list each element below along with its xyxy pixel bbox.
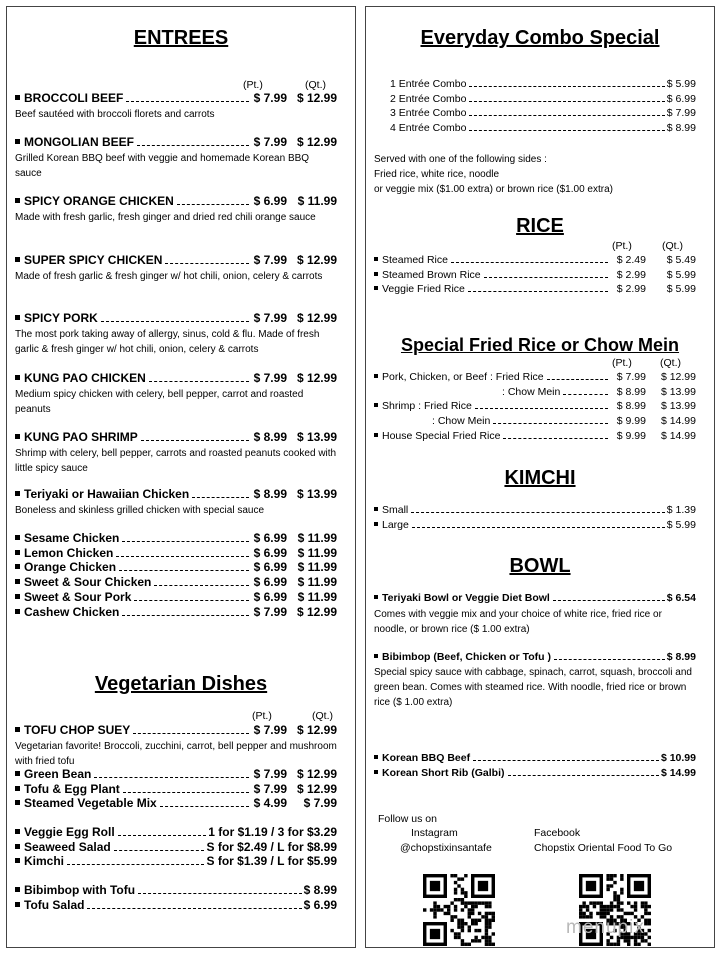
item-price-qt: $ 11.99: [297, 560, 337, 575]
menu-item: [374, 415, 696, 427]
item-name: Orange Chicken: [24, 560, 117, 575]
special-qt-header: (Qt.): [660, 357, 681, 369]
menu-item: [15, 487, 337, 501]
item-name: Green Bean: [24, 767, 92, 781]
instagram-qr-code: [423, 874, 495, 946]
menu-item: [15, 371, 337, 385]
item-price-qt: $ 12.99: [296, 311, 337, 325]
item-description: Made with fresh garlic, fresh ginger and dried red chili orange sauce: [15, 212, 316, 223]
item-name: Teriyaki Bowl or Veggie Diet Bowl: [382, 592, 550, 604]
item-price-price: $ 10.99: [660, 752, 696, 764]
menu-item: [374, 767, 696, 779]
menu-item: [15, 194, 337, 208]
item-name: Sweet & Sour Pork: [24, 589, 132, 604]
item-price-qt: $ 13.99: [296, 430, 337, 444]
item-name: KUNG PAO SHRIMP: [24, 430, 138, 444]
item-name: Steamed Brown Rice: [382, 268, 481, 281]
item-name: Large: [382, 519, 409, 531]
item-price-qt: $ 13.99: [296, 487, 337, 501]
item-price-qt: $ 11.99: [297, 589, 337, 604]
menu-item: [15, 311, 337, 325]
item-price-qt: $ 5.99: [666, 283, 696, 296]
menu-item: [374, 283, 696, 295]
menu-item: [15, 840, 337, 854]
item-name: 4 Entrée Combo: [390, 122, 467, 135]
item-price-qt: $ 11.99: [297, 545, 337, 560]
item-price-price: $ 6.99: [666, 92, 696, 105]
item-price-price: $ 8.99: [666, 651, 696, 663]
menu-item: [15, 430, 337, 444]
item-price-pt: $ 7.99: [253, 371, 287, 385]
item-price-pt: $ 7.99: [253, 135, 287, 149]
item-name: Sweet & Sour Chicken: [24, 575, 152, 590]
instagram-handle[interactable]: @chopstixinsantafe: [400, 842, 492, 854]
menu-item: [374, 254, 696, 266]
item-price-pt: $ 9.99: [616, 415, 646, 428]
entrees-title: ENTREES: [133, 27, 229, 49]
menu-item: [374, 386, 696, 398]
item-description: Boneless and skinless grilled chicken with special sauce: [15, 505, 265, 516]
menu-item: [15, 590, 337, 604]
item-name: Bibimbop (Beef, Chicken or Tofu ): [382, 651, 551, 663]
item-name: 1 Entrée Combo: [390, 78, 467, 90]
menu-item: [374, 430, 696, 442]
menu-item: [15, 253, 337, 267]
item-name: Cashew Chicken: [24, 604, 120, 619]
special-title: Special Fried Rice or Chow Mein: [400, 335, 680, 355]
rice-qt-header: (Qt.): [662, 240, 683, 252]
menu-item: [374, 519, 696, 531]
item-price-pt: $ 8.99: [253, 430, 287, 444]
item-name: Tofu & Egg Plant: [24, 781, 120, 796]
item-name: Small: [382, 504, 409, 516]
menu-item: [15, 560, 337, 574]
item-price-price: $ 8.99: [666, 122, 696, 135]
item-price-qt: $ 12.99: [296, 91, 337, 105]
item-name: Tofu Salad: [24, 898, 85, 912]
item-price-qt: $ 14.99: [660, 429, 696, 442]
item-price-pt: $ 7.99: [253, 781, 287, 796]
item-price-qt: $ 11.99: [297, 575, 337, 590]
instagram-label: Instagram: [411, 827, 458, 839]
item-name: Korean BBQ Beef: [382, 752, 471, 764]
item-name: Steamed Vegetable Mix: [24, 796, 157, 811]
item-price-price: $ 6.54: [666, 592, 696, 604]
item-name: SUPER SPICY CHICKEN: [24, 253, 163, 267]
item-name: Korean Short Rib (Galbi): [382, 767, 505, 779]
combo-note-1: Served with one of the following sides :: [374, 154, 547, 165]
item-name: SPICY ORANGE CHICKEN: [24, 194, 174, 208]
item-price-price: S for $1.39 / L for $5.99: [206, 854, 337, 869]
item-name: Sesame Chicken: [24, 531, 120, 545]
item-price-qt: $ 14.99: [660, 415, 696, 428]
item-price-pt: $ 8.99: [616, 385, 646, 398]
menu-item: [374, 592, 696, 604]
item-price-price: S for $2.49 / L for $8.99: [206, 839, 337, 854]
item-price-pt: $ 7.99: [253, 604, 287, 619]
item-price-qt: $ 13.99: [660, 400, 696, 413]
menu-item: [374, 752, 696, 764]
pt-header: (Pt.): [243, 79, 263, 91]
item-price-pt: $ 6.99: [253, 545, 287, 560]
menu-item: [15, 135, 337, 149]
item-name: : Chow Mein: [432, 415, 491, 428]
left-menu-panel: [6, 6, 356, 948]
item-name: Seaweed Salad: [24, 839, 111, 854]
vegetarian-title: Vegetarian Dishes: [94, 673, 268, 695]
item-price-pt: $ 2.49: [616, 254, 646, 266]
item-description: Made of fresh garlic & fresh ginger w/ hot chili, onion, celery & carrots: [15, 271, 323, 282]
item-price-pt: $ 8.99: [253, 487, 287, 501]
item-name: Veggie Egg Roll: [24, 825, 115, 839]
menu-item: [374, 107, 696, 119]
item-name: 2 Entrée Combo: [390, 92, 467, 105]
item-price-price: $ 5.99: [666, 78, 696, 90]
qt-header: (Qt.): [305, 79, 326, 91]
item-price-qt: $ 12.99: [296, 253, 337, 267]
menu-item: [15, 854, 337, 868]
menu-item: [15, 883, 337, 897]
item-price-pt: $ 2.99: [616, 268, 646, 281]
item-price-qt: $ 7.99: [303, 796, 337, 811]
kimchi-title: KIMCHI: [504, 467, 576, 489]
item-price-pt: $ 7.99: [253, 253, 287, 267]
item-price-pt: $ 6.99: [253, 194, 287, 208]
menu-item: [15, 546, 337, 560]
menu-item: [15, 767, 337, 781]
menu-item: [374, 371, 696, 383]
item-price-qt: $ 11.99: [297, 194, 337, 208]
item-price-price: $ 14.99: [660, 767, 696, 779]
item-price-price: $ 8.99: [303, 883, 337, 897]
combo-note-3: or veggie mix ($1.00 extra) or brown rice ($1.00 extra): [374, 184, 613, 195]
item-price-qt: $ 12.99: [296, 767, 337, 781]
menu-item: [15, 825, 337, 839]
item-price-qt: $ 5.99: [666, 268, 696, 281]
watermark: menupix: [566, 917, 645, 938]
item-name: Bibimbop with Tofu: [24, 883, 136, 897]
item-price-pt: $ 6.99: [253, 531, 287, 545]
item-price-qt: $ 12.99: [296, 723, 337, 737]
menu-item: [15, 605, 337, 619]
item-price-price: $ 1.39: [666, 504, 696, 516]
menu-item: [15, 531, 337, 545]
item-price-qt: $ 12.99: [296, 135, 337, 149]
item-name: Teriyaki or Hawaiian Chicken: [24, 487, 190, 501]
item-description: Medium spicy chicken with celery, bell pepper, carrot and roasted peanuts: [15, 389, 304, 415]
menu-item: [374, 122, 696, 134]
item-price-pt: $ 7.99: [253, 311, 287, 325]
menu-item: [15, 898, 337, 912]
item-price-qt: $ 12.99: [660, 371, 696, 383]
item-name: BROCCOLI BEEF: [24, 91, 124, 105]
menu-item: [374, 78, 696, 90]
item-price-pt: $ 6.99: [253, 560, 287, 575]
item-price-pt: $ 7.99: [253, 91, 287, 105]
item-name: House Special Fried Rice: [382, 429, 501, 442]
item-price-qt: $ 12.99: [296, 371, 337, 385]
item-price-pt: $ 6.99: [253, 575, 287, 590]
item-price-qt: $ 12.99: [296, 781, 337, 796]
menu-item: [374, 400, 696, 412]
follow-text: Follow us on: [378, 813, 437, 825]
menu-item: [15, 796, 337, 810]
item-name: KUNG PAO CHICKEN: [24, 371, 146, 385]
facebook-handle[interactable]: Chopstix Oriental Food To Go: [534, 842, 673, 854]
item-price-price: $ 5.99: [666, 519, 696, 531]
item-description: Comes with veggie mix and your choice of white rice, fried rice or noodle, or brown rice ($ 1.00 extra): [374, 609, 662, 635]
item-price-pt: $ 6.99: [253, 589, 287, 604]
menu-item: [15, 575, 337, 589]
menu-item: [374, 93, 696, 105]
item-name: MONGOLIAN BEEF: [24, 135, 134, 149]
item-description: Grilled Korean BBQ beef with veggie and homemade Korean BBQ sauce: [15, 153, 310, 179]
item-price-pt: $ 2.99: [616, 283, 646, 296]
bowl-title: BOWL: [509, 555, 571, 577]
item-description: Beef sautéed with broccoli florets and carrots: [15, 109, 215, 120]
combo-note-2: Fried rice, white rice, noodle: [374, 169, 500, 180]
item-name: Shrimp : Fried Rice: [382, 400, 472, 413]
combo-title: Everyday Combo Special: [420, 27, 660, 49]
item-price-price: $ 7.99: [666, 107, 696, 120]
veg-pt-header: (Pt.): [252, 710, 272, 722]
item-price-pt: $ 4.99: [253, 796, 287, 811]
item-name: : Chow Mein: [502, 385, 561, 398]
veg-qt-header: (Qt.): [312, 710, 333, 722]
item-price-qt: $ 5.49: [666, 254, 696, 266]
item-price-qt: $ 12.99: [296, 604, 337, 619]
rice-pt-header: (Pt.): [612, 240, 632, 252]
item-name: Steamed Rice: [382, 254, 448, 266]
item-price-price: 1 for $1.19 / 3 for $3.29: [208, 825, 337, 839]
item-price-price: $ 6.99: [303, 898, 337, 912]
item-description: Vegetarian favorite! Broccoli, zucchini, carrot, bell pepper and mushroom with fried tofu: [15, 741, 337, 767]
item-name: Pork, Chicken, or Beef : Fried Rice: [382, 371, 544, 383]
right-menu-panel: [365, 6, 715, 948]
item-price-qt: $ 11.99: [297, 531, 337, 545]
item-price-pt: $ 7.99: [253, 767, 287, 781]
item-name: TOFU CHOP SUEY: [24, 723, 131, 737]
menu-item: [15, 782, 337, 796]
item-name: Lemon Chicken: [24, 545, 114, 560]
item-price-pt: $ 7.99: [253, 723, 287, 737]
rice-title: RICE: [516, 215, 564, 237]
facebook-label: Facebook: [534, 827, 581, 839]
item-description: The most pork taking away of allergy, sinus, cold & flu. Made of fresh garlic & fresh ginger w/ hot chili, onion, celery & carrots: [15, 329, 320, 355]
item-price-pt: $ 7.99: [616, 371, 646, 383]
menu-item: [374, 269, 696, 281]
item-name: SPICY PORK: [24, 311, 98, 325]
menu-item: [374, 651, 696, 663]
item-name: Kimchi: [24, 854, 65, 869]
menu-item: [374, 504, 696, 516]
special-pt-header: (Pt.): [612, 357, 632, 369]
item-description: Special spicy sauce with cabbage, spinach, carrot, squash, broccoli and green bean. Comes with steamed rice. With noodle, fried rice or brown rice ($ 1.00 extra): [374, 667, 692, 708]
menu-item: [15, 723, 337, 737]
item-name: 3 Entrée Combo: [390, 107, 467, 120]
menu-item: [15, 91, 337, 105]
item-price-pt: $ 9.99: [616, 429, 646, 442]
item-price-qt: $ 13.99: [660, 385, 696, 398]
item-description: Shrimp with celery, bell pepper, carrots and roasted peanuts cooked with little spicy sauce: [15, 448, 337, 474]
item-price-pt: $ 8.99: [616, 400, 646, 413]
item-name: Veggie Fried Rice: [382, 283, 465, 296]
